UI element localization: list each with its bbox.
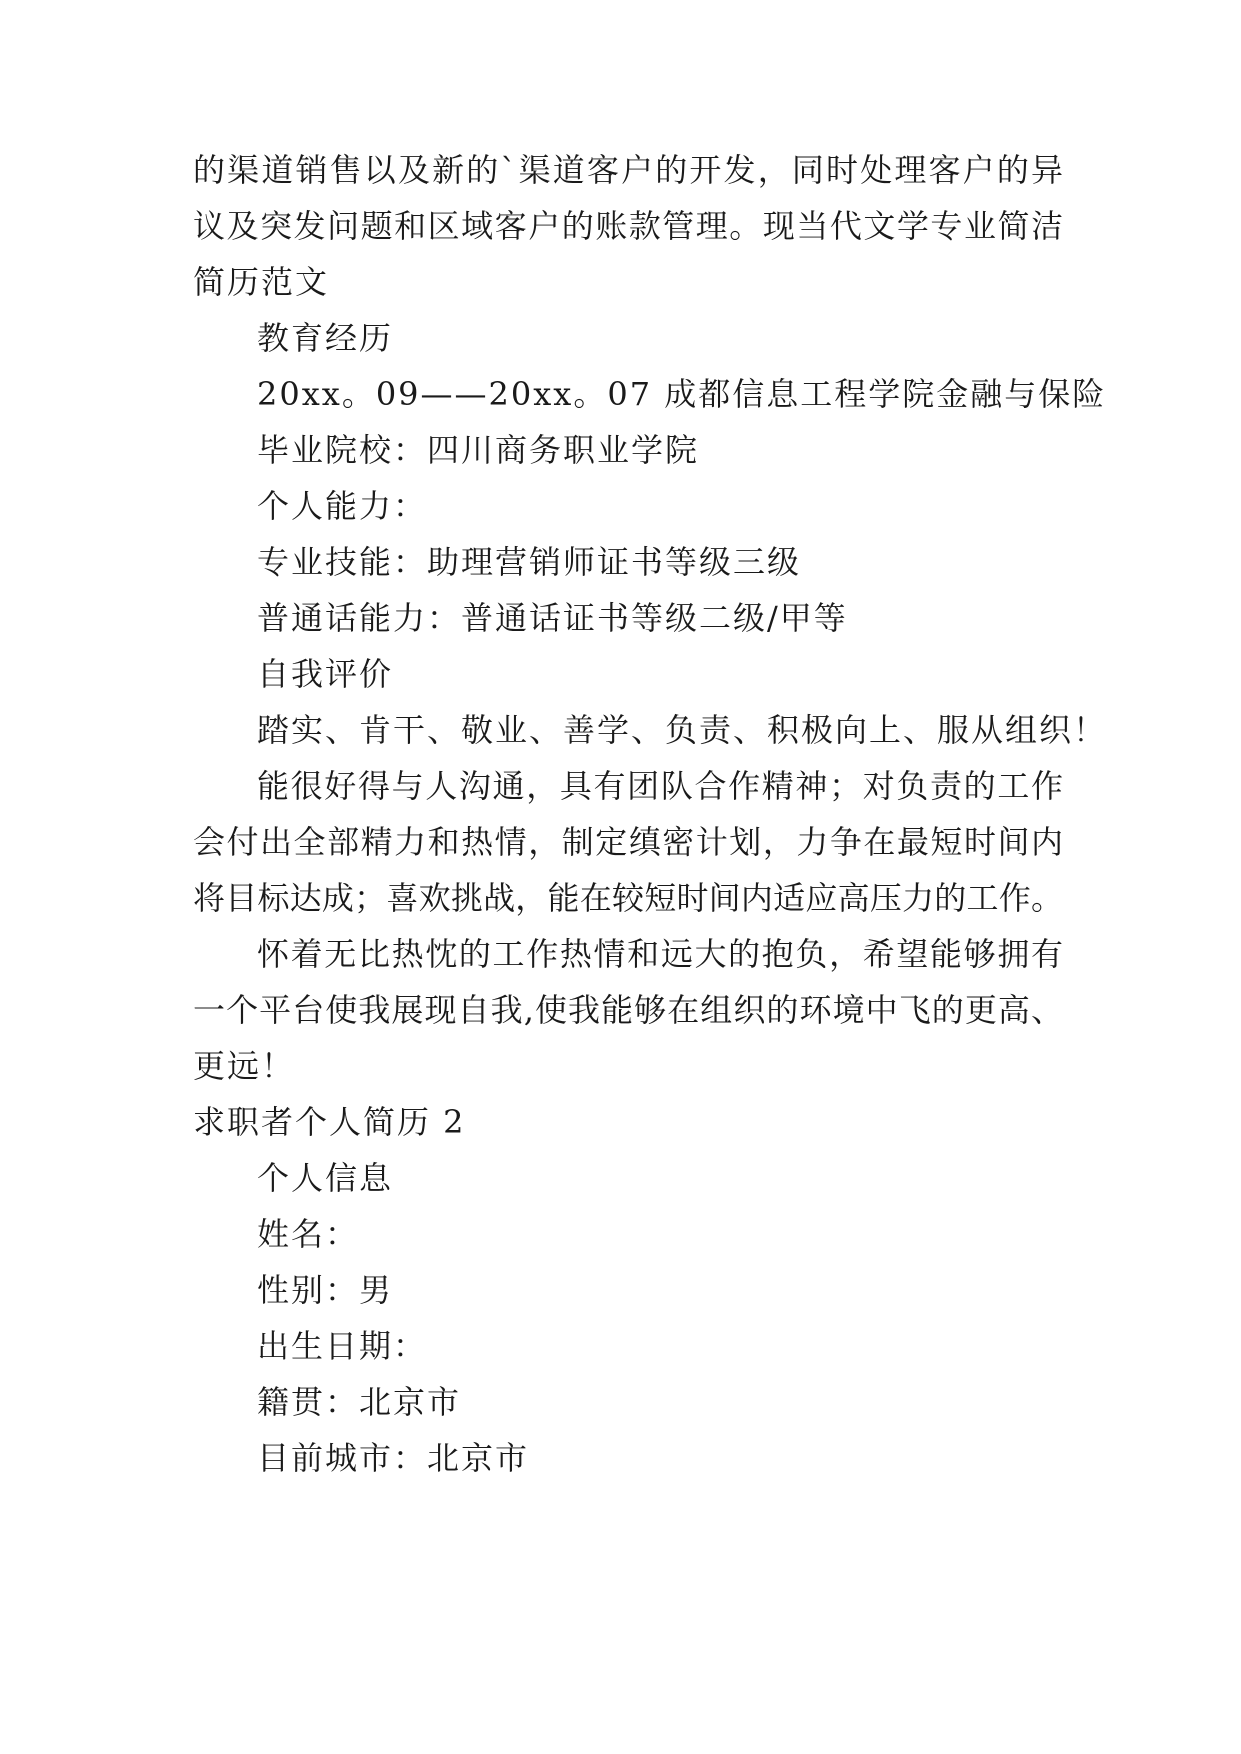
self-evaluation-traits: 踏实、肯干、敬业、善学、负责、积极向上、服从组织！: [257, 711, 1108, 749]
paragraph-line: 的渠道销售以及新的`渠道客户的开发，同时处理客户的异: [193, 151, 1063, 189]
graduate-school: 毕业院校：四川商务职业学院: [257, 431, 700, 469]
education-entry: 20xx。09——20xx。07 成都信息工程学院金融与保险: [257, 375, 1107, 413]
resume-title: 求职者个人简历 2: [193, 1103, 466, 1141]
paragraph-line: 将目标达成；喜欢挑战，能在较短时间内适应高压力的工作。: [193, 879, 1063, 917]
section-heading-abilities: 个人能力：: [257, 487, 428, 525]
paragraph-line: 会付出全部精力和热情，制定缜密计划，力争在最短时间内: [193, 823, 1063, 861]
paragraph-line: 怀着无比热忱的工作热情和远大的抱负，希望能够拥有: [257, 935, 1063, 973]
field-name: 姓名：: [257, 1215, 360, 1253]
section-heading-education: 教育经历: [257, 319, 394, 357]
paragraph-line: 议及突发问题和区域客户的账款管理。现当代文学专业简洁: [193, 207, 1063, 245]
paragraph-line: 简历范文: [193, 263, 330, 301]
section-heading-personal-info: 个人信息: [257, 1159, 394, 1197]
paragraph-line: 更远！: [193, 1047, 296, 1085]
field-current-city: 目前城市：北京市: [257, 1439, 530, 1477]
field-gender: 性别：男: [257, 1271, 394, 1309]
section-heading-self-evaluation: 自我评价: [257, 655, 394, 693]
field-native-place: 籍贯：北京市: [257, 1383, 462, 1421]
mandarin-ability: 普通话能力：普通话证书等级二级/甲等: [257, 599, 848, 637]
professional-skills: 专业技能：助理营销师证书等级三级: [257, 543, 802, 581]
paragraph-line: 能很好得与人沟通，具有团队合作精神；对负责的工作: [257, 767, 1063, 805]
field-birth-date: 出生日期：: [257, 1327, 428, 1365]
paragraph-line: 一个平台使我展现自我,使我能够在组织的环境中飞的更高、: [193, 991, 1063, 1029]
